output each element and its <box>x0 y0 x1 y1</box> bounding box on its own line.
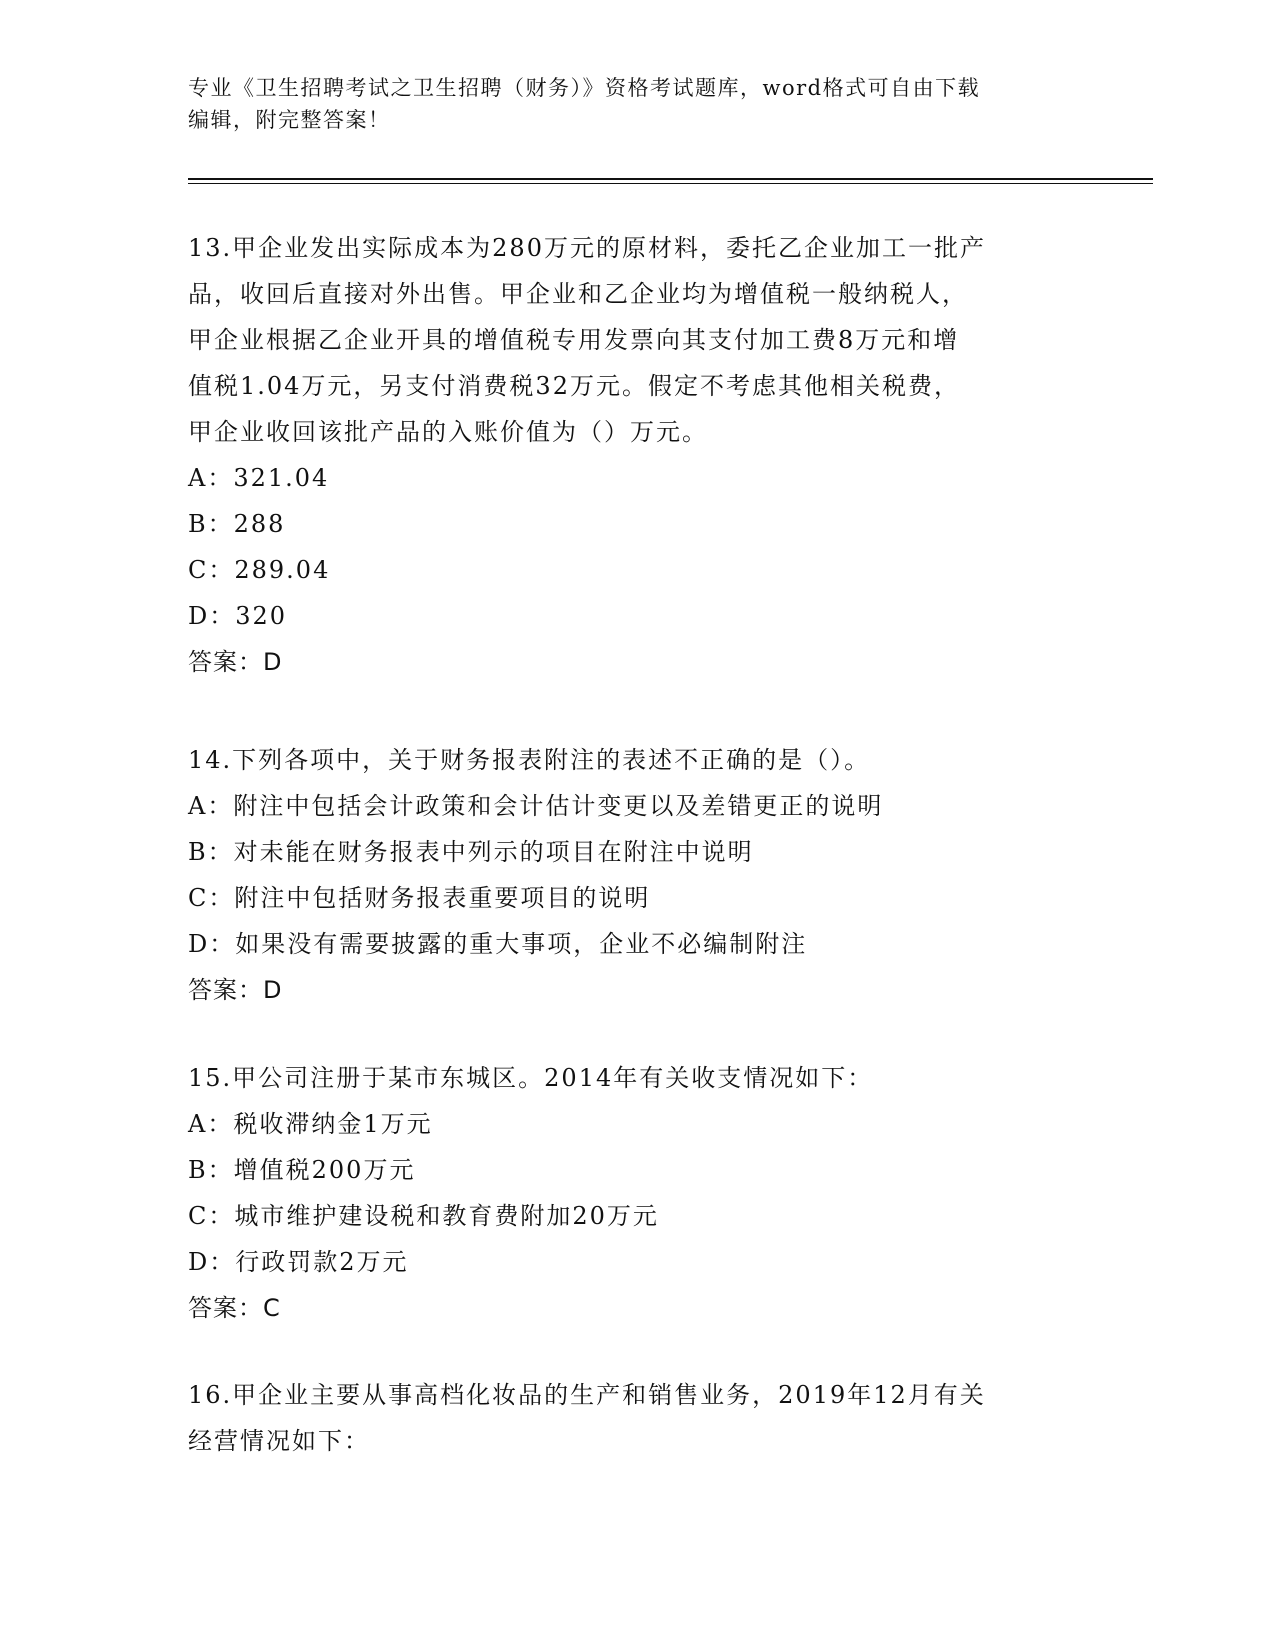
option-a: A：附注中包括会计政策和会计估计变更以及差错更正的说明 <box>188 792 884 820</box>
question-stem-line: 16.甲企业主要从事高档化妆品的生产和销售业务，2019年12月有关 <box>188 1381 986 1409</box>
question-stem-line: 甲企业根据乙企业开具的增值税专用发票向其支付加工费8万元和增 <box>188 326 960 354</box>
option-d: D：320 <box>188 602 288 630</box>
header-line-1: 专业《卫生招聘考试之卫生招聘（财务）》资格考试题库，word格式可自由下载 <box>188 76 981 100</box>
question-stem-line: 甲企业收回该批产品的入账价值为（）万元。 <box>188 418 708 446</box>
option-b: B：增值税200万元 <box>188 1156 416 1184</box>
question-stem-line: 15.甲公司注册于某市东城区。2014年有关收支情况如下： <box>188 1064 874 1092</box>
option-a: A：321.04 <box>188 464 330 492</box>
answer-label: 答案：C <box>188 1294 281 1322</box>
option-c: C：附注中包括财务报表重要项目的说明 <box>188 884 651 912</box>
option-d: D：如果没有需要披露的重大事项，企业不必编制附注 <box>188 930 808 958</box>
answer-label: 答案：D <box>188 976 283 1004</box>
question-13 <box>188 225 1088 685</box>
header-divider-thick <box>188 178 1153 180</box>
option-d: D：行政罚款2万元 <box>188 1248 409 1276</box>
option-b: B：对未能在财务报表中列示的项目在附注中说明 <box>188 838 754 866</box>
option-b: B：288 <box>188 510 286 538</box>
question-14 <box>188 737 1088 1013</box>
header-line-2: 编辑，附完整答案！ <box>188 108 391 132</box>
question-stem-line: 品，收回后直接对外出售。甲企业和乙企业均为增值税一般纳税人， <box>188 280 968 308</box>
question-stem-line: 14.下列各项中，关于财务报表附注的表述不正确的是（）。 <box>188 746 871 774</box>
question-stem-line: 经营情况如下： <box>188 1427 370 1455</box>
option-a: A：税收滞纳金1万元 <box>188 1110 433 1138</box>
document-header <box>188 72 1088 136</box>
option-c: C：城市维护建设税和教育费附加20万元 <box>188 1202 659 1230</box>
answer-label: 答案：D <box>188 648 283 676</box>
question-stem-line: 值税1.04万元，另支付消费税32万元。假定不考虑其他相关税费， <box>188 372 960 400</box>
question-15 <box>188 1055 1088 1331</box>
header-divider-thin <box>188 183 1153 184</box>
question-stem-line: 13.甲企业发出实际成本为280万元的原材料，委托乙企业加工一批产 <box>188 234 986 262</box>
option-c: C：289.04 <box>188 556 331 584</box>
question-16 <box>188 1372 1088 1464</box>
